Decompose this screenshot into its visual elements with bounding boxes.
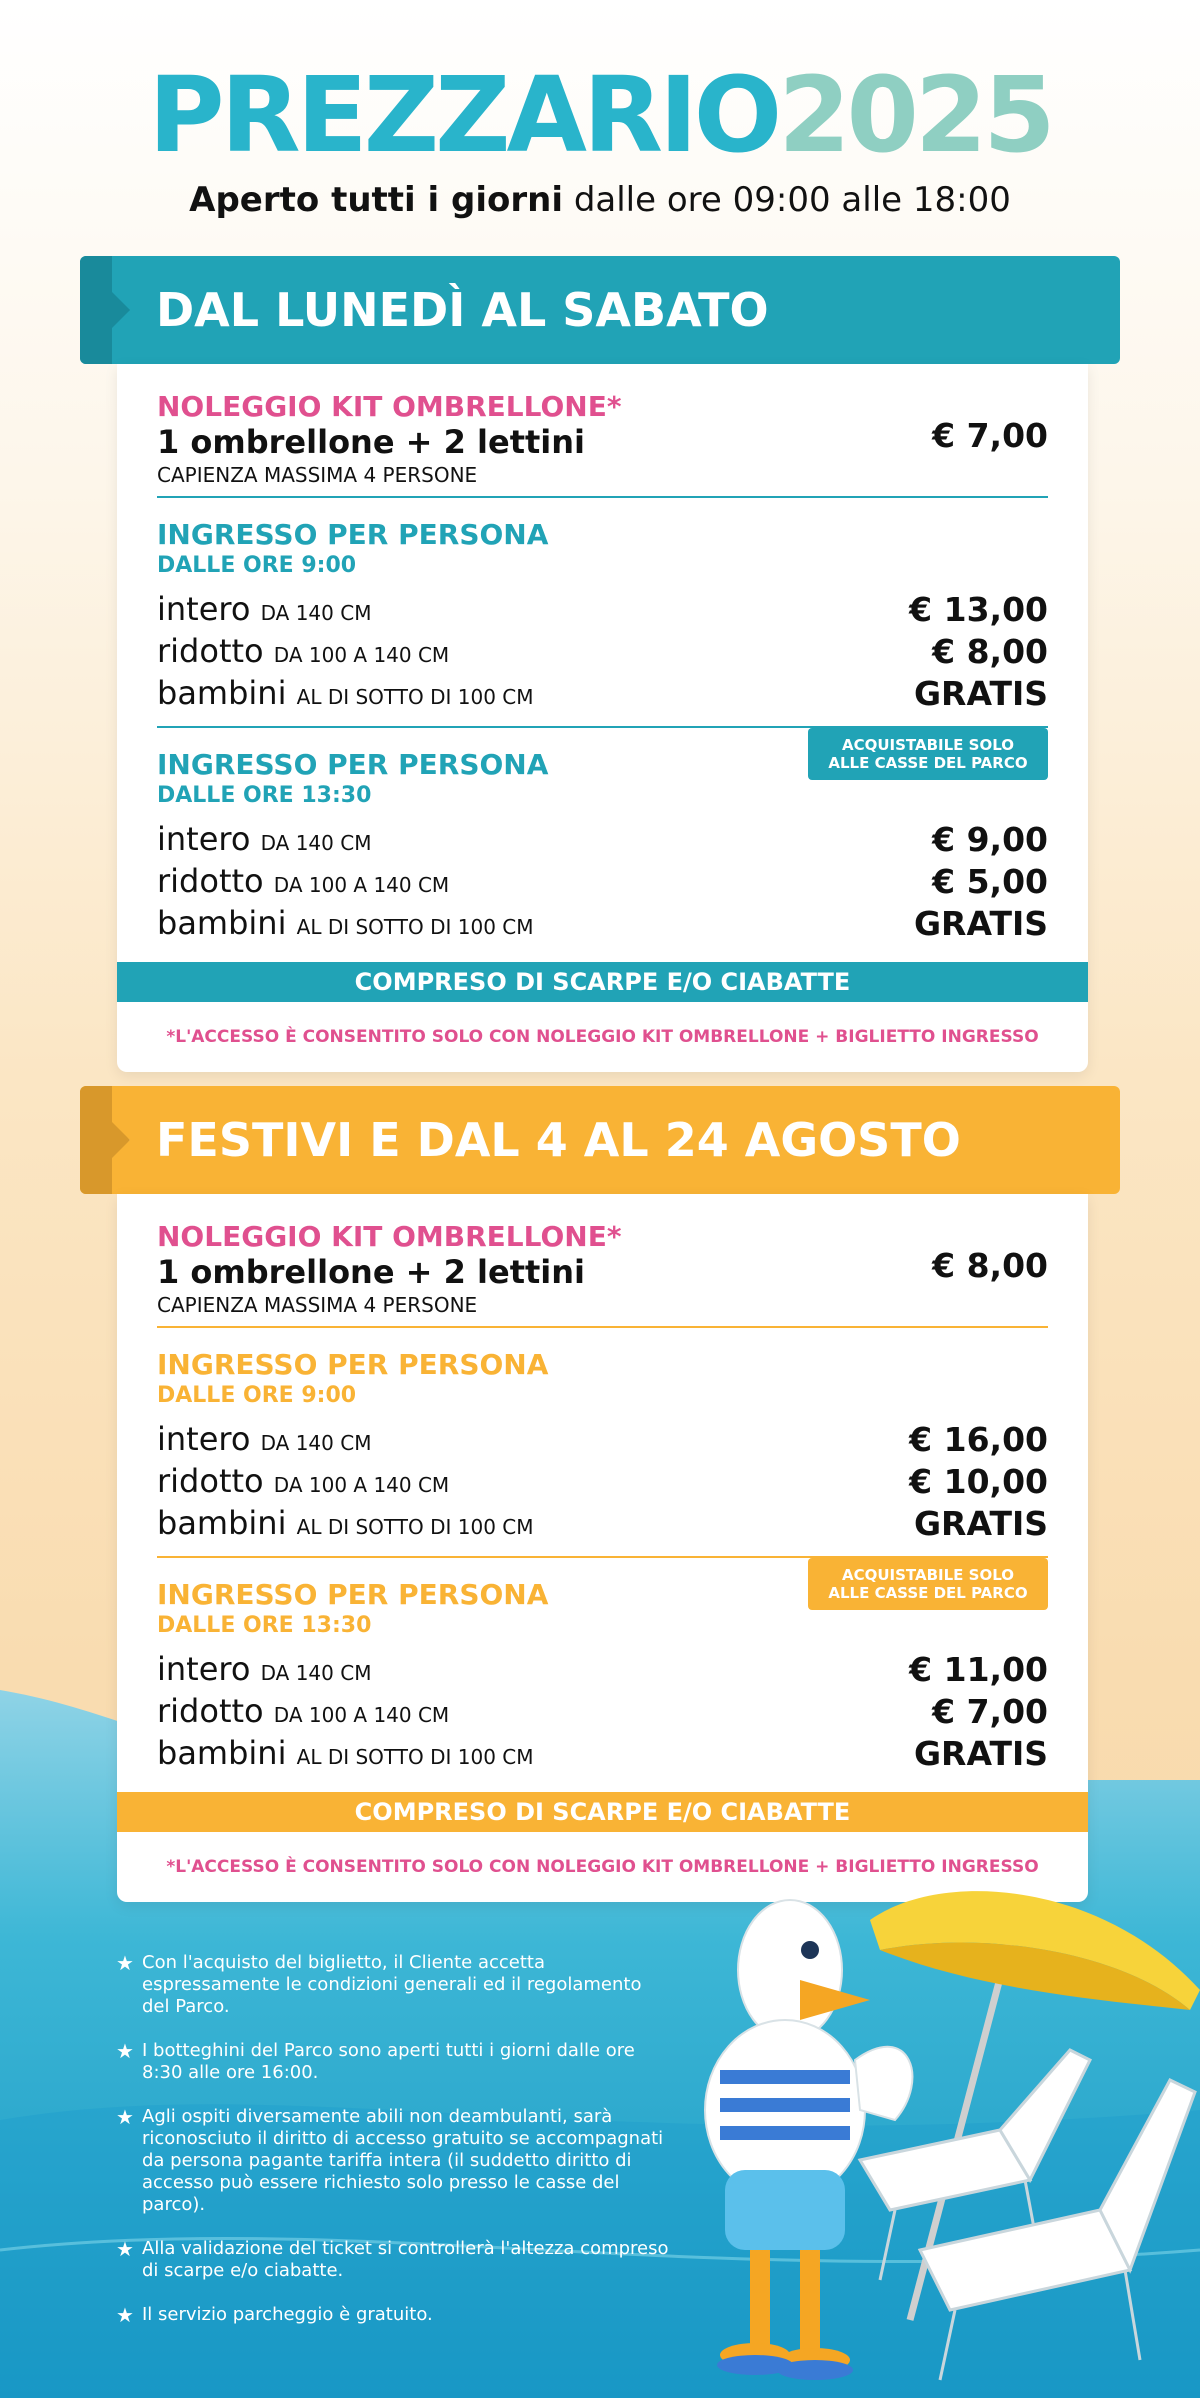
note-item [112, 1952, 672, 2018]
access-footnote: *L'ACCESSO È CONSENTITO SOLO CON NOLEGGIO KIT OMBRELLONE + BIGLIETTO INGRESSO [166, 1027, 1039, 1047]
row-detail: AL DI SOTTO DI 100 CM [296, 1515, 534, 1539]
kiosk-only-badge [808, 1558, 1048, 1610]
note-text: Il servizio parcheggio è gratuito. [142, 2304, 433, 2325]
price-row [157, 590, 1048, 632]
row-price: € 10,00 [909, 1462, 1048, 1501]
row-label: bambini [157, 674, 287, 712]
kit-capacity: CAPIENZA MASSIMA 4 PERSONE [157, 463, 478, 487]
badge-line: ALLE CASSE DEL PARCO [828, 754, 1028, 772]
price-row [157, 1692, 1048, 1734]
terms-notes [112, 1952, 672, 2348]
title-word: PREZZARIO [148, 54, 779, 176]
section-banner-holidays [80, 1086, 1120, 1194]
star-icon: ★ [116, 2105, 134, 2129]
star-icon: ★ [116, 2039, 134, 2063]
note-text: Con l'acquisto del biglietto, il Cliente accetta espressamente le condizioni generali ed il regolamento del Parco. [142, 1952, 642, 2017]
row-label: bambini [157, 1734, 287, 1772]
row-detail: DA 100 A 140 CM [273, 643, 450, 667]
row-label: intero [157, 820, 251, 858]
section-banner-weekdays [80, 256, 1120, 364]
entry-time: DALLE ORE 9:00 [157, 553, 357, 578]
note-text: I botteghini del Parco sono aperti tutti i giorni dalle ore 8:30 alle ore 16:00. [142, 2040, 635, 2083]
note-item [112, 2106, 672, 2216]
price-row [157, 1734, 1048, 1776]
kit-description: 1 ombrellone + 2 lettini [157, 423, 586, 461]
row-detail: DA 100 A 140 CM [273, 1473, 450, 1497]
shoes-included-strip: COMPRESO DI SCARPE E/O CIABATTE [117, 962, 1088, 1002]
banner-label: DAL LUNEDÌ AL SABATO [156, 283, 769, 337]
row-price: € 11,00 [909, 1650, 1048, 1689]
banner-label: FESTIVI E DAL 4 AL 24 AGOSTO [156, 1113, 961, 1167]
row-detail: AL DI SOTTO DI 100 CM [296, 915, 534, 939]
kit-description: 1 ombrellone + 2 lettini [157, 1253, 586, 1291]
row-price: GRATIS [913, 904, 1048, 943]
price-row [157, 674, 1048, 716]
banner-flap [80, 256, 112, 364]
kit-block [157, 1220, 1048, 1326]
row-price: € 7,00 [932, 1692, 1048, 1731]
row-label: intero [157, 1650, 251, 1688]
row-label: bambini [157, 1504, 287, 1542]
price-card-weekdays [117, 364, 1088, 1072]
row-label: ridotto [157, 1462, 264, 1500]
entry-time: DALLE ORE 9:00 [157, 1383, 357, 1408]
row-detail: AL DI SOTTO DI 100 CM [296, 1745, 534, 1769]
row-label: intero [157, 1420, 251, 1458]
price-row [157, 862, 1048, 904]
access-footnote: *L'ACCESSO È CONSENTITO SOLO CON NOLEGGIO KIT OMBRELLONE + BIGLIETTO INGRESSO [166, 1857, 1039, 1877]
price-row [157, 1504, 1048, 1546]
banner-arrow-icon [112, 292, 130, 328]
row-price: GRATIS [913, 1734, 1048, 1773]
row-price: € 5,00 [932, 862, 1048, 901]
note-item [112, 2238, 672, 2282]
badge-line: ACQUISTABILE SOLO [842, 736, 1014, 754]
row-label: ridotto [157, 1692, 264, 1730]
opening-hours-bold: Aperto tutti i giorni [189, 180, 564, 220]
entry-morning-block [157, 1328, 1048, 1556]
price-row [157, 632, 1048, 674]
row-price: € 13,00 [909, 590, 1048, 629]
row-price: € 16,00 [909, 1420, 1048, 1459]
star-icon: ★ [116, 2303, 134, 2327]
note-text: Agli ospiti diversamente abili non deambulanti, sarà riconosciuto il diritto di accesso gratuito se accompagnati da persona pagante tariffa intera (il suddetto diritto di accesso può essere richiesto solo presso le casse del parco). [142, 2106, 664, 2215]
seagull-mascot [705, 1880, 912, 2380]
star-icon: ★ [116, 2237, 134, 2261]
kit-label: NOLEGGIO KIT OMBRELLONE* [157, 1220, 622, 1253]
opening-hours [0, 180, 1200, 220]
price-row [157, 1650, 1048, 1692]
entry-title: INGRESSO PER PERSONA [157, 1348, 549, 1381]
star-icon: ★ [116, 1951, 134, 1975]
shoes-included-strip: COMPRESO DI SCARPE E/O CIABATTE [117, 1792, 1088, 1832]
price-row [157, 820, 1048, 862]
price-row [157, 1420, 1048, 1462]
kit-block [157, 390, 1048, 496]
row-detail: DA 140 CM [260, 1661, 372, 1685]
row-label: intero [157, 590, 251, 628]
row-detail: DA 100 A 140 CM [273, 1703, 450, 1727]
beach-illustration [680, 1880, 1200, 2398]
page-header [0, 54, 1200, 220]
row-price: GRATIS [913, 1504, 1048, 1543]
kiosk-only-badge [808, 728, 1048, 780]
kit-capacity: CAPIENZA MASSIMA 4 PERSONE [157, 1293, 478, 1317]
price-row [157, 904, 1048, 946]
entry-title: INGRESSO PER PERSONA [157, 748, 549, 781]
row-price: € 9,00 [932, 820, 1048, 859]
banner-arrow-icon [112, 1122, 130, 1158]
row-detail: DA 100 A 140 CM [273, 873, 450, 897]
entry-morning-block [157, 498, 1048, 726]
page-title [0, 54, 1200, 176]
kit-price: € 7,00 [932, 416, 1048, 455]
price-row [157, 1462, 1048, 1504]
row-detail: DA 140 CM [260, 831, 372, 855]
kit-price: € 8,00 [932, 1246, 1048, 1285]
kit-label: NOLEGGIO KIT OMBRELLONE* [157, 390, 622, 423]
row-price: GRATIS [913, 674, 1048, 713]
row-detail: DA 140 CM [260, 1431, 372, 1455]
entry-afternoon-block [157, 1558, 1048, 1792]
row-label: bambini [157, 904, 287, 942]
entry-title: INGRESSO PER PERSONA [157, 1578, 549, 1611]
row-price: € 8,00 [932, 632, 1048, 671]
row-label: ridotto [157, 632, 264, 670]
banner-flap [80, 1086, 112, 1194]
row-detail: AL DI SOTTO DI 100 CM [296, 685, 534, 709]
title-year: 2025 [778, 54, 1052, 176]
entry-time: DALLE ORE 13:30 [157, 783, 372, 808]
entry-title: INGRESSO PER PERSONA [157, 518, 549, 551]
price-card-holidays [117, 1194, 1088, 1902]
entry-afternoon-block [157, 728, 1048, 962]
note-item [112, 2040, 672, 2084]
row-detail: DA 140 CM [260, 601, 372, 625]
note-item [112, 2304, 672, 2326]
badge-line: ALLE CASSE DEL PARCO [828, 1584, 1028, 1602]
entry-time: DALLE ORE 13:30 [157, 1613, 372, 1638]
badge-line: ACQUISTABILE SOLO [842, 1566, 1014, 1584]
opening-hours-rest: dalle ore 09:00 alle 18:00 [563, 180, 1011, 220]
note-text: Alla validazione del ticket si controllerà l'altezza compreso di scarpe e/o ciabatte. [142, 2238, 669, 2281]
row-label: ridotto [157, 862, 264, 900]
